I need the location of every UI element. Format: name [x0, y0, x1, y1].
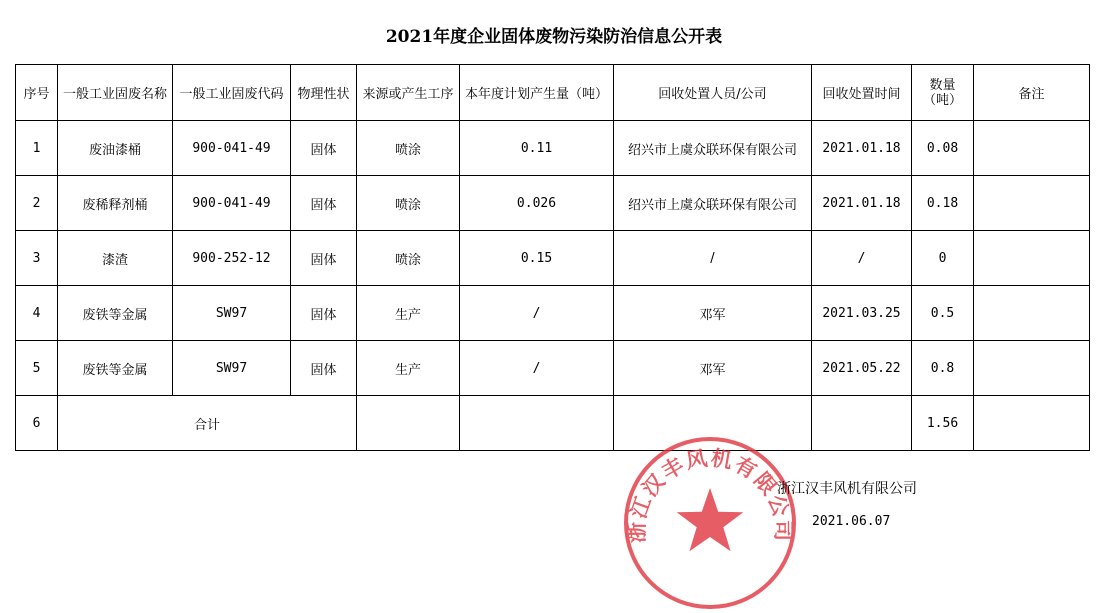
cell-waste-name: 废铁等金属 — [58, 341, 173, 396]
cell-total-label: 合计 — [58, 396, 357, 451]
cell-quantity: 0.5 — [912, 286, 974, 341]
cell-waste-code: 900-041-49 — [173, 176, 291, 231]
page-title: 2021年度企业固体废物污染防治信息公开表 — [385, 27, 723, 47]
waste-info-table — [15, 64, 1090, 451]
cell-disposal-time: 2021.01.18 — [812, 176, 912, 231]
cell-total-quantity: 1.56 — [912, 396, 974, 451]
table-row — [16, 231, 1090, 286]
table-row — [16, 176, 1090, 231]
cell-planned-amount: 0.15 — [460, 231, 614, 286]
header-remarks: 备注 — [974, 65, 1090, 121]
cell-disposal-time: / — [812, 231, 912, 286]
seal-star-icon — [677, 488, 744, 551]
cell-index: 6 — [16, 396, 58, 451]
cell-source-process: 生产 — [357, 286, 460, 341]
cell-quantity: 0.18 — [912, 176, 974, 231]
cell-disposal-time: 2021.03.25 — [812, 286, 912, 341]
company-seal — [620, 433, 800, 613]
cell-source-process: 喷涂 — [357, 121, 460, 176]
header-source-process: 来源或产生工序 — [357, 65, 460, 121]
cell-disposal-company: 绍兴市上虞众联环保有限公司 — [614, 121, 812, 176]
cell-disposal-time: 2021.05.22 — [812, 341, 912, 396]
table-row — [16, 121, 1090, 176]
cell-remarks — [974, 341, 1090, 396]
cell-index: 3 — [16, 231, 58, 286]
header-quantity-line2: （吨） — [922, 92, 962, 108]
footer-company: 浙江汉丰风机有限公司 — [777, 481, 917, 497]
cell-empty — [812, 396, 912, 451]
cell-physical-state: 固体 — [291, 121, 357, 176]
header-quantity — [912, 65, 974, 121]
cell-quantity: 0 — [912, 231, 974, 286]
cell-source-process: 喷涂 — [357, 176, 460, 231]
cell-empty — [460, 396, 614, 451]
cell-waste-name: 废铁等金属 — [58, 286, 173, 341]
cell-remarks — [974, 121, 1090, 176]
cell-waste-code: 900-041-49 — [173, 121, 291, 176]
table-row — [16, 286, 1090, 341]
cell-quantity: 0.08 — [912, 121, 974, 176]
cell-planned-amount: / — [460, 286, 614, 341]
header-quantity-line1: 数量 — [929, 77, 956, 93]
footer-date: 2021.06.07 — [812, 514, 891, 529]
cell-physical-state: 固体 — [291, 286, 357, 341]
seal-text: 浙江汉丰风机有限公司 — [623, 444, 797, 544]
cell-waste-code: SW97 — [173, 286, 291, 341]
cell-disposal-company: / — [614, 231, 812, 286]
header-planned-amount: 本年度计划产生量（吨） — [460, 65, 614, 121]
cell-remarks — [974, 286, 1090, 341]
cell-quantity: 0.8 — [912, 341, 974, 396]
cell-source-process: 喷涂 — [357, 231, 460, 286]
table-total-row — [16, 396, 1090, 451]
cell-empty — [357, 396, 460, 451]
header-disposal-time: 回收处置时间 — [812, 65, 912, 121]
header-disposal-company: 回收处置人员/公司 — [614, 65, 812, 121]
table-row — [16, 341, 1090, 396]
header-physical-state: 物理性状 — [291, 65, 357, 121]
cell-remarks — [974, 176, 1090, 231]
cell-source-process: 生产 — [357, 341, 460, 396]
cell-waste-code: SW97 — [173, 341, 291, 396]
cell-index: 1 — [16, 121, 58, 176]
cell-waste-name: 废稀释剂桶 — [58, 176, 173, 231]
cell-physical-state: 固体 — [291, 341, 357, 396]
cell-index: 2 — [16, 176, 58, 231]
cell-disposal-time: 2021.01.18 — [812, 121, 912, 176]
cell-waste-code: 900-252-12 — [173, 231, 291, 286]
cell-disposal-company: 邓军 — [614, 341, 812, 396]
table-header-row — [16, 65, 1090, 121]
cell-disposal-company: 绍兴市上虞众联环保有限公司 — [614, 176, 812, 231]
cell-planned-amount: 0.11 — [460, 121, 614, 176]
header-index: 序号 — [16, 65, 58, 121]
cell-planned-amount: 0.026 — [460, 176, 614, 231]
cell-index: 5 — [16, 341, 58, 396]
cell-empty — [974, 396, 1090, 451]
cell-disposal-company: 邓军 — [614, 286, 812, 341]
cell-remarks — [974, 231, 1090, 286]
cell-physical-state: 固体 — [291, 231, 357, 286]
cell-planned-amount: / — [460, 341, 614, 396]
cell-waste-name: 漆渣 — [58, 231, 173, 286]
cell-physical-state: 固体 — [291, 176, 357, 231]
header-waste-code: 一般工业固废代码 — [173, 65, 291, 121]
header-waste-name: 一般工业固废名称 — [58, 65, 173, 121]
cell-waste-name: 废油漆桶 — [58, 121, 173, 176]
cell-index: 4 — [16, 286, 58, 341]
